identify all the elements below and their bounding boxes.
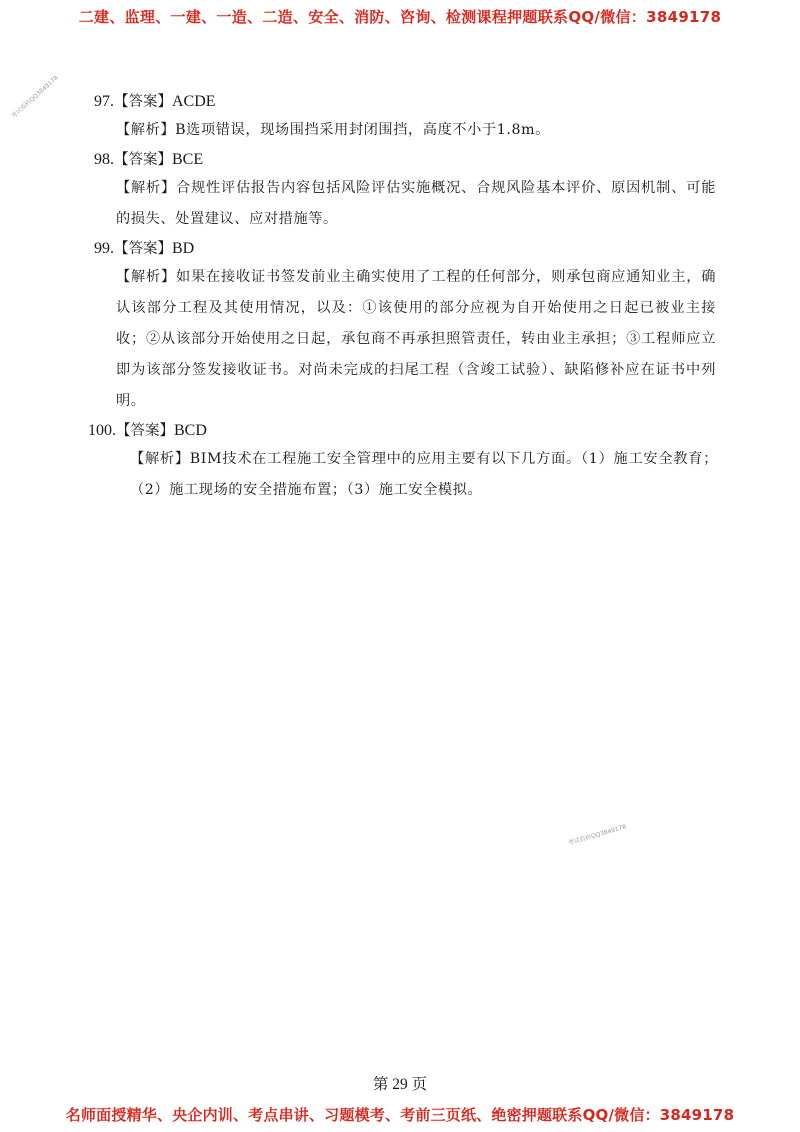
answer-line <box>88 417 714 444</box>
answer-item-99 <box>94 235 714 417</box>
answer-item-98 <box>94 146 714 235</box>
answer-content <box>88 88 718 506</box>
explanation-text: 【解析】B选项错误，现场围挡采用封闭围挡，高度不小于1.8m。 <box>116 122 550 138</box>
answer-line <box>94 88 714 115</box>
answer-line <box>94 146 714 173</box>
explanation-text: 【解析】如果在接收证书签发前业主确实使用了工程的任何部分，则承包商应通知业主，确认该部分工程及其使用情况，以及：①该使用的部分应视为自开始使用之日起已被业主接收；②从该部分开始使用之日起，承包商不再承担照管责任，转由业主承担；③工程师应立即为该部分签发接收证书。对尚未完成的扫尾工程（含竣工试验）、缺陷修补应在证书中列明。 <box>116 269 716 409</box>
answer-tag: 【答案】 <box>114 94 172 110</box>
watermark-text: 考试资料QQ3849178 <box>10 74 60 120</box>
answer-value: BCD <box>174 422 207 439</box>
answer-tag: 【答案】 <box>114 152 172 168</box>
answer-line <box>94 235 714 262</box>
answer-tag: 【答案】 <box>114 241 172 257</box>
answer-value: BD <box>172 240 195 257</box>
answer-tag: 【答案】 <box>116 423 174 439</box>
question-number: 99. <box>94 240 114 257</box>
answer-value: BCE <box>172 151 204 168</box>
explanation-text: 【解析】BIM技术在工程施工安全管理中的应用主要有以下几方面。（1）施工安全教育；（2）施工现场的安全措施布置；（3）施工安全模拟。 <box>130 451 718 498</box>
header-advert-banner: 二建、监理、一建、一造、二造、安全、消防、咨询、检测课程押题联系QQ/微信：3849178 <box>78 8 722 26</box>
answer-value: ACDE <box>172 93 216 110</box>
answer-item-100 <box>88 417 718 506</box>
question-number: 98. <box>94 151 114 168</box>
question-number: 97. <box>94 93 114 110</box>
watermark-text: 考试资料QQ3849178 <box>567 823 628 847</box>
footer-advert-banner: 名师面授精华、央企内训、考点串讲、习题模考、考前三页纸、绝密押题联系QQ/微信：3849178 <box>65 1106 735 1124</box>
page-number: 第 29 页 <box>372 1076 428 1093</box>
answer-item-97 <box>94 88 714 146</box>
explanation-text: 【解析】合规性评估报告内容包括风险评估实施概况、合规风险基本评价、原因机制、可能的损失、处置建议、应对措施等。 <box>116 180 716 227</box>
question-number: 100. <box>88 422 116 439</box>
